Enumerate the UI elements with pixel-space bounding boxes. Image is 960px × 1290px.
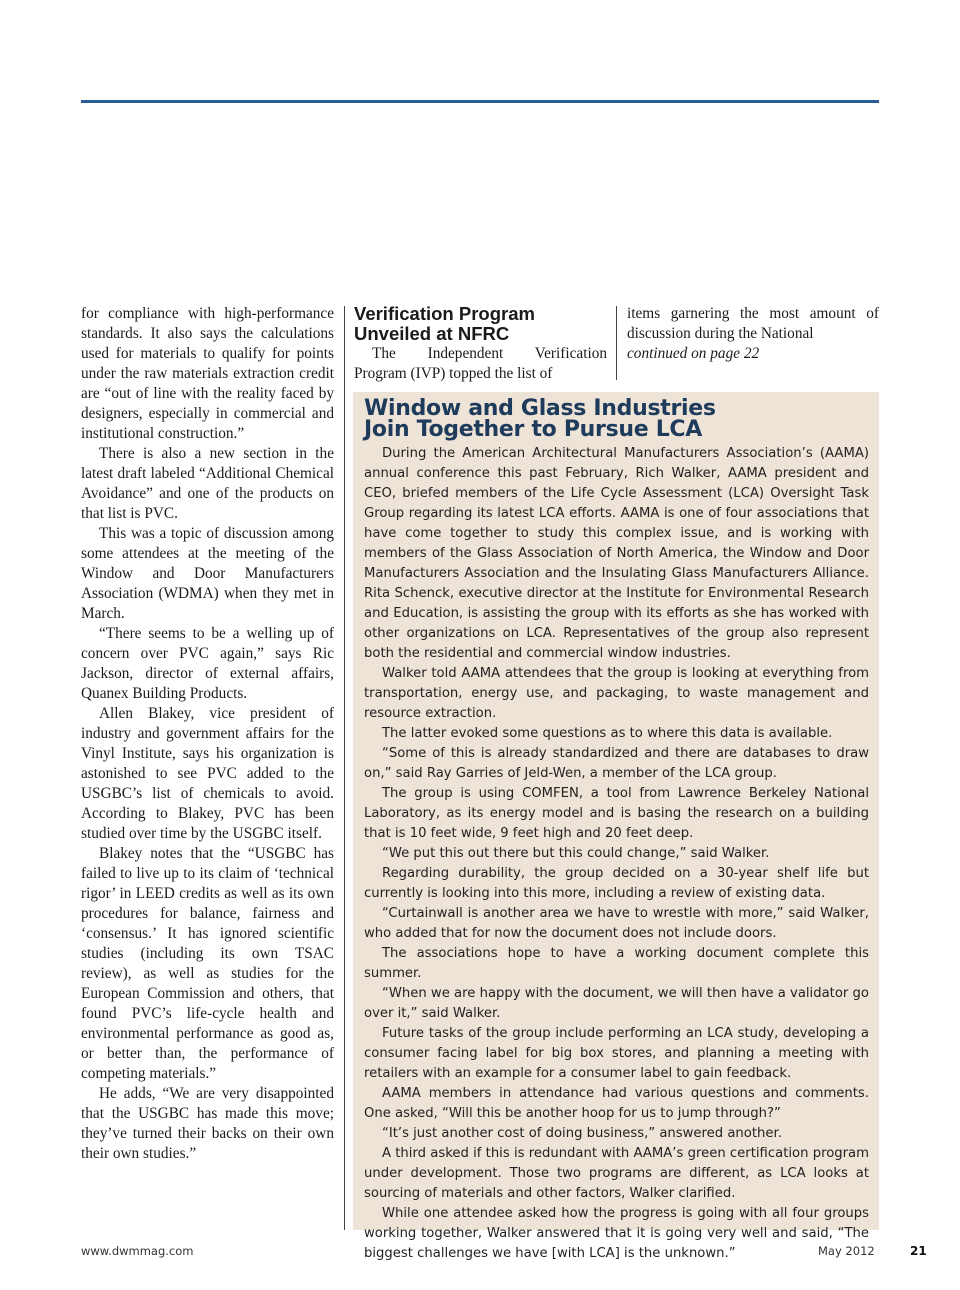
sidebar-paragraph-6: “We put this out there but this could change,” said Walker. [382, 846, 770, 861]
sidebar-paragraph-8: “Curtainwall is another area we have to wrestle with more,” said Walker, who added that for now the document does not include doors. [364, 906, 869, 941]
left-paragraph-6: Blakey notes that the “USGBC has failed to live up to its claim of ‘technical rigor’ in LEED credits as well as its own procedures for balance, fairness and ‘consensus.’ It has ignored scientific studies (including its own TSAC review), as well as studies for the European Commission and others, that found PVC’s life-cycle health and environmental performance as good as, or better than, the performance of competing materials.” [81, 845, 334, 1082]
sidebar-paragraph-1: During the American Architectural Manufacturers Association’s (AAMA) annual conference this past February, Rich Walker, AAMA president and CEO, briefed members of the Life Cycle Assessment (LCA) Oversight Task Group regarding its latest LCA efforts. AAMA is one of four associations that have come together to study this complex issue, and is working with members of the Glass Association of North America, the Window and Door Manufacturers Association and the Insulating Glass Manufacturers Alliance. Rita Schenck, executive director at the Institute for Environmental Research and Education, is assisting the group with its efforts as she has worked with other organizations on LCA. Representatives of the group also represent both the residential and commercial window industries. [364, 446, 869, 661]
sidebar-paragraph-5: The group is using COMFEN, a tool from Lawrence Berkeley National Laboratory, as its energy model and is basing the research on a building that is 10 feet wide, 9 feet high and 20 feet deep. [364, 786, 869, 841]
sidebar-paragraph-10: “When we are happy with the document, we will then have a validator go over it,” said Walker. [364, 986, 869, 1021]
footer-date: May 2012 [818, 1244, 875, 1258]
left-paragraph-5: Allen Blakey, vice president of industry and government affairs for the Vinyl Institute, says his organization is astonished to see PVC added to the USGBC’s list of chemicals to avoid. According to Blakey, PVC has been studied over time by the USGBC itself. [81, 705, 334, 842]
middle-column [354, 304, 607, 384]
left-paragraph-1: for compliance with high-performance standards. It also says the calculations used for materials to qualify for points under the raw materials extraction credit are “out of line with the reality faced by designers, especially in commercial and institutional construction.” [81, 305, 334, 442]
middle-paragraph: The Independent Verification Program (IVP) topped the list of [354, 345, 607, 382]
sidebar-title [364, 398, 869, 440]
sidebar-paragraph-13: “It’s just another cost of doing business,” answered another. [382, 1126, 782, 1141]
left-paragraph-2: There is also a new section in the latest draft labeled “Additional Chemical Avoidance” and one of the products on that list is PVC. [81, 445, 334, 522]
left-paragraph-7: He adds, “We are very disappointed that the USGBC has made this move; they’ve turned their backs on their own their own studies.” [81, 1085, 334, 1162]
sidebar-paragraph-12: AAMA members in attendance had various questions and comments. One asked, “Will this be another hoop for us to jump through?” [364, 1086, 869, 1121]
sidebar-paragraph-7: Regarding durability, the group decided on a 30-year shelf life but currently is looking into this more, including a review of existing data. [364, 866, 869, 901]
sidebar-paragraph-11: Future tasks of the group include performing an LCA study, developing a consumer facing label for big box stores, and planning a meeting with retailers with an example for a consumer label to gain feedback. [364, 1026, 869, 1081]
sidebar-paragraph-9: The associations hope to have a working document complete this summer. [364, 946, 869, 981]
column-divider-left [344, 306, 345, 1230]
sidebar-paragraph-2: Walker told AAMA attendees that the group is looking at everything from transportation, energy use, and packaging, to waste management and resource extraction. [364, 666, 869, 721]
left-paragraph-3: This was a topic of discussion among some attendees at the meeting of the Window and Door Manufacturers Association (WDMA) when they met in March. [81, 525, 334, 622]
sidebar-paragraph-15: While one attendee asked how the progress is going with all four groups working together, Walker answered that it is going very well and said, “The biggest challenges we have [with LCA] is the unknown.” [364, 1206, 869, 1261]
right-column [627, 304, 879, 364]
right-paragraph: items garnering the most amount of discussion during the National [627, 305, 879, 342]
footer-url[interactable]: www.dwmmag.com [81, 1244, 194, 1258]
left-column [81, 304, 334, 1164]
page-number: 21 [910, 1244, 927, 1258]
sidebar-paragraph-3: The latter evoked some questions as to where this data is available. [382, 726, 833, 741]
left-paragraph-4: “There seems to be a welling up of concern over PVC again,” says Ric Jackson, director of external affairs, Quanex Building Products. [81, 625, 334, 702]
continued-link[interactable]: continued on page 22 [627, 345, 760, 362]
column-divider-right [616, 306, 617, 380]
sidebar-paragraph-4: “Some of this is already standardized and there are databases to draw on,” said Ray Garries of Jeld-Wen, a member of the LCA group. [364, 746, 869, 781]
sidebar-paragraph-14: A third asked if this is redundant with AAMA’s green certification program under development. Those two programs are different, as LCA looks at sourcing of materials and other factors, Walker clarified. [364, 1146, 869, 1201]
sidebar-title-line-1: Window and Glass Industries [364, 396, 716, 421]
header-rule [81, 100, 879, 103]
article-heading: Verification Program Unveiled at NFRC [354, 303, 535, 344]
sidebar-title-line-2: Join Together to Pursue LCA [364, 417, 702, 442]
